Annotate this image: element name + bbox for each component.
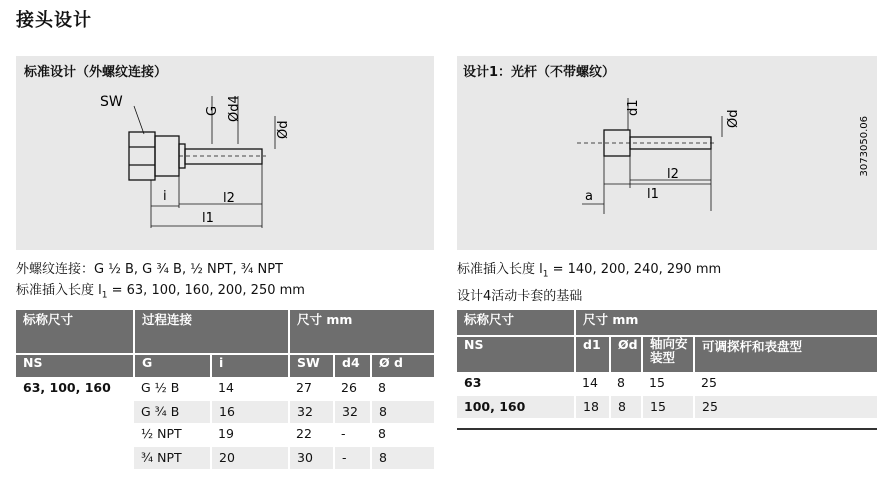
left-dimension-table — [16, 310, 434, 469]
right-info — [457, 259, 721, 307]
threaded-connection-drawing — [16, 56, 434, 250]
table-row: 63, 100, 160 G ½ B 14 27 26 8 — [16, 377, 434, 400]
col-ns: NS — [16, 354, 134, 377]
d1-label: d1 — [626, 99, 641, 116]
i-label: i — [163, 189, 167, 204]
col-d: Ød — [610, 336, 642, 372]
table-row: 100, 160 18 8 15 25 — [457, 395, 877, 418]
l1-label: l1 — [202, 211, 214, 226]
header-dimensions: 尺寸 mm — [289, 310, 434, 354]
left-drawing-panel — [16, 56, 434, 250]
col-d1: d1 — [575, 336, 610, 372]
col-axial: 轴向安装型 — [642, 336, 694, 372]
left-thread-line: 外螺纹连接：G ½ B, G ¾ B, ½ NPT, ¾ NPT — [16, 262, 283, 277]
left-thread-info — [16, 259, 305, 307]
right-basis-line: 设计4活动卡套的基础 — [457, 288, 583, 304]
right-dimension-table — [457, 310, 877, 418]
sw-label: SW — [100, 94, 123, 110]
right-insertion-line: 标准插入长度 $l_1 = 140$, 200, 240, 290 mm — [457, 262, 722, 280]
d-label: Ød — [276, 120, 291, 139]
d4-label: Ød4 — [227, 95, 242, 122]
col-g: G — [134, 354, 211, 377]
page-title: 接头设计 — [16, 10, 92, 31]
right-drawing-panel — [457, 56, 877, 250]
ns-value: 63, 100, 160 — [23, 380, 111, 395]
table-row: G ¾ B 16 32 32 8 — [16, 400, 434, 423]
table-row: 63 14 8 15 25 — [464, 375, 717, 390]
col-d: Ø d — [371, 354, 434, 377]
a-label: a — [585, 189, 593, 204]
table-row: ¾ NPT 20 30 - 8 — [16, 446, 434, 469]
right-panel-title: 设计1：光杆（不带螺纹） — [463, 65, 616, 80]
l2-label: l2 — [667, 167, 679, 182]
doc-number: 3073050.06 — [859, 116, 870, 177]
col-sw: SW — [289, 354, 334, 377]
header-nominal-size: 标称尺寸 — [16, 310, 134, 354]
col-ns: NS — [457, 336, 575, 372]
right-table-rule — [457, 428, 877, 430]
col-adjustable: 可调探杆和表盘型 — [694, 336, 877, 372]
left-insertion-line: 标准插入长度 $l_1 = 63$, 100, 160, 200, 250 mm — [16, 283, 305, 301]
plain-shank-drawing — [457, 56, 877, 250]
d-label: Ød — [726, 109, 741, 128]
left-panel-title: 标准设计（外螺纹连接） — [24, 65, 168, 80]
header-nominal-size: 标称尺寸 — [457, 310, 575, 336]
header-process-connection: 过程连接 — [134, 310, 289, 354]
col-i: i — [211, 354, 289, 377]
col-d4: d4 — [334, 354, 371, 377]
l2-label: l2 — [223, 191, 235, 206]
table-row: ½ NPT 19 22 - 8 — [141, 426, 386, 441]
header-dimensions: 尺寸 mm — [575, 310, 877, 336]
g-label: G — [205, 105, 220, 116]
l1-label: l1 — [647, 187, 659, 202]
